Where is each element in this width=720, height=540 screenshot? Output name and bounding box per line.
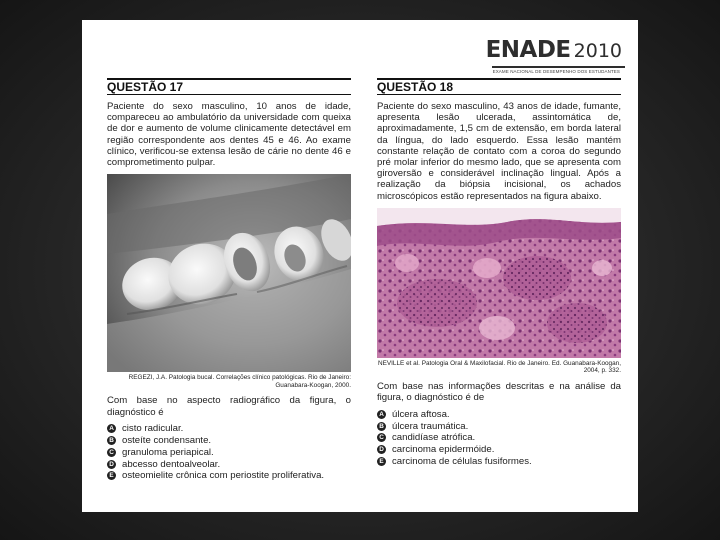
question-18-stem: Paciente do sexo masculino, 43 anos de idade, fumante, apresenta lesão ulcerada, assintomática de, aproximadamente, 1,5 cm de extensão, em borda lateral da língua, do lado esquerdo. Essa lesão mantém constante relação de contato com a coroa do segundo pré molar inferior do mesmo lado, que se apresenta com giroversão e considerável inclinação lingual. Após a realização da biópsia incisional, os achados microscópicos estão representados na figura abaixo.: [377, 101, 621, 202]
question-18-title: QUESTÃO 18: [377, 78, 621, 95]
option-text: abcesso dentoalveolar.: [122, 458, 221, 470]
histology-figure: [377, 208, 621, 358]
option-letter-badge: D: [107, 460, 116, 469]
question-17-caption: REGEZI, J.A. Patologia bucal. Correlações clínico patológicas. Rio de Janeiro: Guanabara-Koogan, 2000.: [128, 374, 351, 389]
option-text: granuloma periapical.: [122, 446, 214, 458]
question-17-stem: Paciente do sexo masculino, 10 anos de idade, compareceu ao ambulatório da universidade com queixa de dor e aumento de volume clinicamente detectável em região correspondente aos dentes 45 e 46. Ao exame clínico, verificou-se extensa lesão de cárie no dente 46 e comprometimento pulpar.: [107, 101, 351, 169]
micrograph-image: [377, 208, 621, 358]
option-d[interactable]: [377, 444, 621, 456]
option-letter-badge: B: [107, 436, 116, 445]
question-17: [107, 78, 351, 482]
option-text: cisto radicular.: [122, 423, 184, 435]
option-text: carcinoma epidermóide.: [392, 444, 495, 456]
option-text: osteíte condensante.: [122, 435, 212, 446]
option-a[interactable]: [107, 423, 351, 435]
option-text: úlcera aftosa.: [392, 408, 450, 420]
xray-figure: [107, 174, 351, 372]
option-letter-badge: D: [377, 445, 386, 454]
question-18-prompt: Com base nas informações descritas e na análise da figura, o diagnóstico é de: [377, 381, 621, 404]
option-text: carcinoma de células fusiformes.: [392, 456, 532, 467]
option-e[interactable]: [377, 456, 621, 468]
option-letter-badge: C: [107, 448, 116, 457]
brand-subtitle: EXAME NACIONAL DE DESEMPENHO DOS ESTUDANTES: [492, 69, 620, 74]
question-18-caption: NEVILLE et al. Patologia Oral & Maxilofacial. Rio de Janeiro. Ed. Guanabara-Koogan, 2004, p. 332.: [378, 359, 621, 375]
option-letter-badge: B: [377, 422, 386, 431]
option-letter-badge: E: [107, 471, 116, 480]
option-c[interactable]: [377, 432, 621, 444]
option-text: osteomielite crônica com periostite proliferativa.: [122, 470, 325, 482]
option-b[interactable]: [377, 420, 621, 432]
option-b[interactable]: [107, 435, 351, 447]
question-18-options: [377, 408, 621, 467]
question-17-prompt: Com base no aspecto radiográfico da figura, o diagnóstico é: [107, 395, 351, 418]
brand-name: ENADE: [485, 37, 571, 63]
question-17-options: [107, 423, 351, 482]
radiograph-image: [107, 174, 351, 372]
option-a[interactable]: [377, 408, 621, 420]
option-c[interactable]: [107, 446, 351, 458]
exam-page: [82, 20, 638, 512]
question-17-title: QUESTÃO 17: [107, 78, 351, 95]
option-letter-badge: C: [377, 433, 386, 442]
option-text: úlcera traumática.: [392, 420, 469, 432]
page-header: [82, 20, 638, 78]
option-letter-badge: A: [377, 410, 386, 419]
option-text: candidíase atrófica.: [392, 432, 476, 444]
enade-logo: [486, 37, 622, 63]
option-d[interactable]: [107, 458, 351, 470]
brand-year: 2010: [573, 40, 622, 62]
option-letter-badge: E: [377, 457, 386, 466]
brand-divider: [492, 66, 625, 68]
option-e[interactable]: [107, 470, 351, 482]
question-18: [377, 78, 621, 467]
option-letter-badge: A: [107, 424, 116, 433]
